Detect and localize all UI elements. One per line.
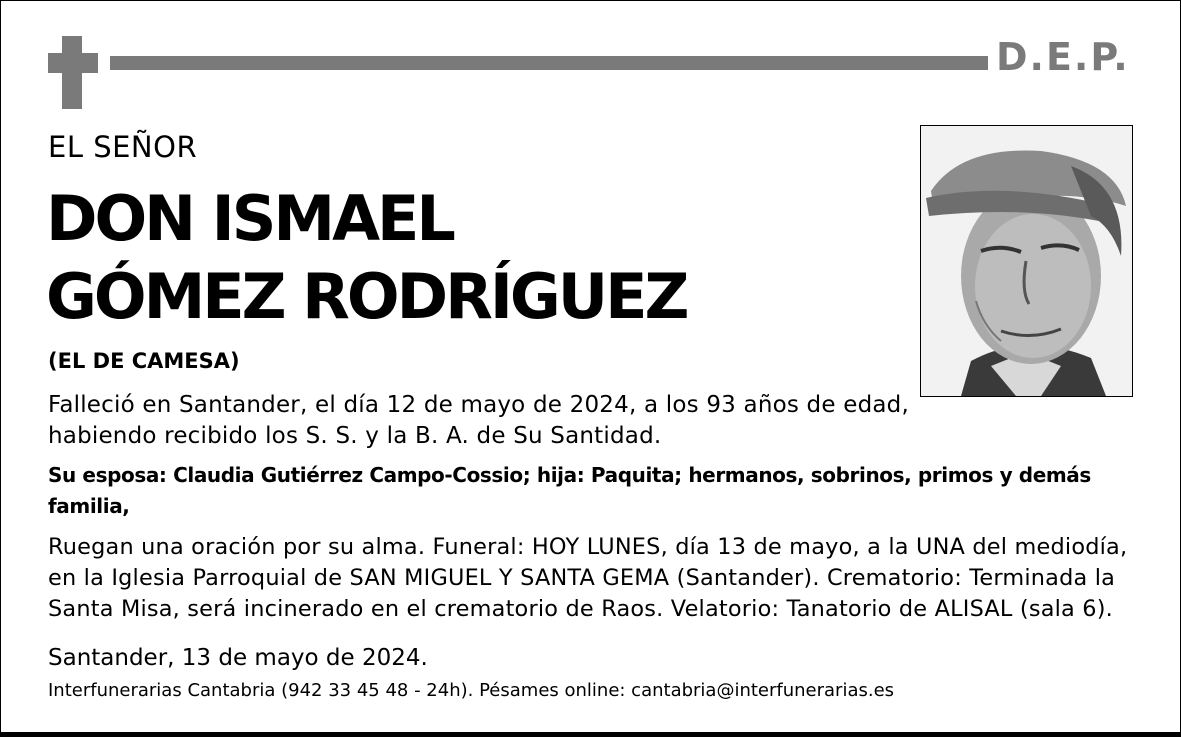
funeral-paragraph [48,532,1158,625]
place-date: Santander, 13 de mayo de 2024. [48,645,428,671]
funeral-line-1: Ruegan una oración por su alma. Funeral: HOY LUNES, día 13 de mayo, a la UNA del mediodía, [48,534,1128,560]
death-line-1: Falleció en Santander, el día 12 de mayo de 2024, a los 93 años de edad, [48,392,909,418]
cross-icon-bar [48,53,98,73]
intro-title: EL SEÑOR [48,130,198,164]
death-line-2: habiendo recibido los S. S. y la B. A. de Su Santidad. [48,423,662,449]
portrait-image [921,126,1132,396]
portrait-photo [920,125,1133,397]
deceased-name [46,180,686,336]
name-line-1: DON ISMAEL [46,182,453,255]
alias: (EL DE CAMESA) [48,349,240,373]
name-line-2: GÓMEZ RODRÍGUEZ [46,260,687,333]
dep-heading: D.E.P. [996,35,1130,79]
family-paragraph: Su esposa: Claudia Gutiérrez Campo-Cossio; hija: Paquita; hermanos, sobrinos, primos y demás familia, [48,463,1091,518]
funeral-line-3: Santa Misa, será incinerado en el crematorio de Raos. Velatorio: Tanatorio de ALISAL (sala 6). [48,596,1113,622]
contact-line: Interfunerarias Cantabria (942 33 45 48 - 24h). Pésames online: cantabria@interfunerarias.es [48,680,895,701]
header-rule [110,56,988,70]
death-paragraph [48,390,928,452]
funeral-line-2: en la Iglesia Parroquial de SAN MIGUEL Y SANTA GEMA (Santander). Crematorio: Terminada la [48,565,1116,591]
